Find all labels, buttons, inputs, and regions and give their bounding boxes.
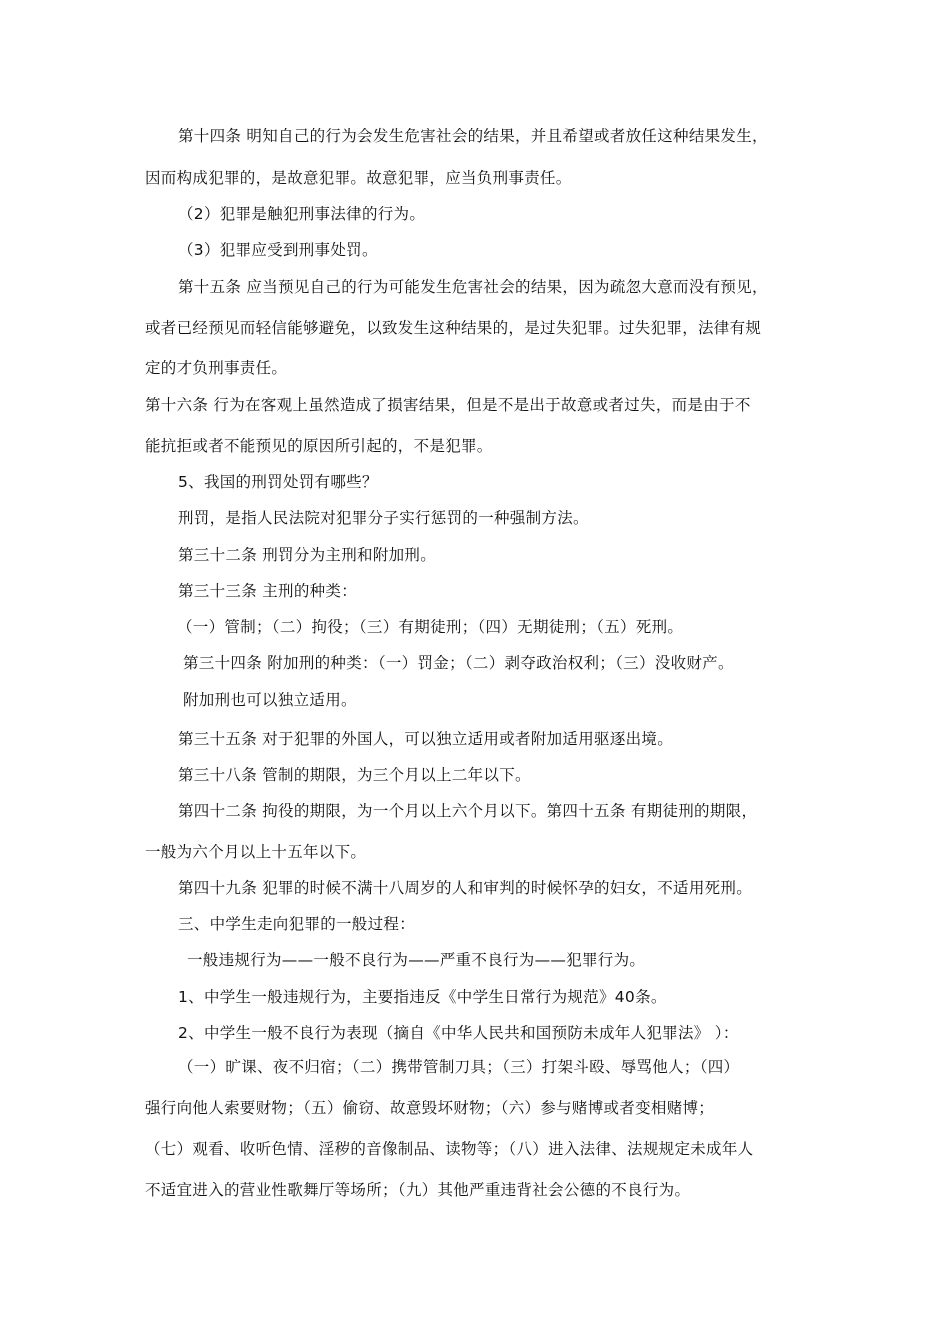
paragraph-line: 或者已经预见而轻信能够避免，以致发生这种结果的，是过失犯罪。过失犯罪，法律有规 [145,319,762,337]
paragraph-line: 定的才负刑事责任。 [145,359,288,377]
paragraph-line: 三、中学生走向犯罪的一般过程： [178,915,416,933]
paragraph-line: 第三十八条 管制的期限，为三个月以上二年以下。 [178,766,531,784]
paragraph-line: 5、我国的刑罚处罚有哪些？ [178,473,378,491]
paragraph-line: 第三十二条 刑罚分为主刑和附加刑。 [178,546,437,564]
paragraph-line: 第三十五条 对于犯罪的外国人，可以独立适用或者附加适用驱逐出境。 [178,730,674,748]
paragraph-line: （一）管制；（二）拘役；（三）有期徒刑；（四）无期徒刑；（五）死刑。 [177,618,684,636]
paragraph-line: 附加刑也可以独立适用。 [183,691,357,709]
paragraph-line: （一）旷课、夜不归宿；（二）携带管制刀具；（三）打架斗殴、辱骂他人；（四） [178,1058,740,1076]
paragraph-line: 刑罚，是指人民法院对犯罪分子实行惩罚的一种强制方法。 [178,509,589,527]
paragraph-line: 第三十三条 主刑的种类： [178,582,358,600]
paragraph-line: （3）犯罪应受到刑事处罚。 [178,241,378,259]
paragraph-line: 因而构成犯罪的，是故意犯罪。故意犯罪，应当负刑事责任。 [145,169,572,187]
paragraph-line: 2、中学生一般不良行为表现（摘自《中华人民共和国预防未成年人犯罪法》 ）： [178,1024,739,1042]
paragraph-line: 第四十二条 拘役的期限，为一个月以上六个月以下。第四十五条 有期徒刑的期限， [178,802,758,820]
paragraph-line: 第十六条 行为在客观上虽然造成了损害结果，但是不是出于故意或者过失，而是由于不 [145,396,751,414]
paragraph-line: 不适宜进入的营业性歌舞厅等场所；（九）其他严重违背社会公德的不良行为。 [145,1181,691,1199]
paragraph-line: （2）犯罪是触犯刑事法律的行为。 [178,205,426,223]
paragraph-line: 能抗拒或者不能预见的原因所引起的，不是犯罪。 [145,437,493,455]
paragraph-line: 第十四条 明知自己的行为会发生危害社会的结果，并且希望或者放任这种结果发生， [178,127,768,145]
paragraph-line: 强行向他人索要财物；（五）偷窃、故意毁坏财物；（六）参与赌博或者变相赌博； [145,1099,715,1117]
paragraph-line: 第十五条 应当预见自己的行为可能发生危害社会的结果，因为疏忽大意而没有预见， [178,278,768,296]
paragraph-line: （七）观看、收听色情、淫秽的音像制品、读物等；（八）进入法律、法规规定未成年人 [145,1140,754,1158]
paragraph-line: 第四十九条 犯罪的时候不满十八周岁的人和审判的时候怀孕的妇女，不适用死刑。 [178,879,753,897]
paragraph-line: 第三十四条 附加刑的种类：（一）罚金；（二）剥夺政治权利；（三）没收财产。 [183,654,734,672]
paragraph-line: 一般违规行为——一般不良行为——严重不良行为——犯罪行为。 [187,951,646,969]
paragraph-line: 一般为六个月以上十五年以下。 [145,843,367,861]
paragraph-line: 1、中学生一般违规行为，主要指违反《中学生日常行为规范》40条。 [178,988,667,1006]
